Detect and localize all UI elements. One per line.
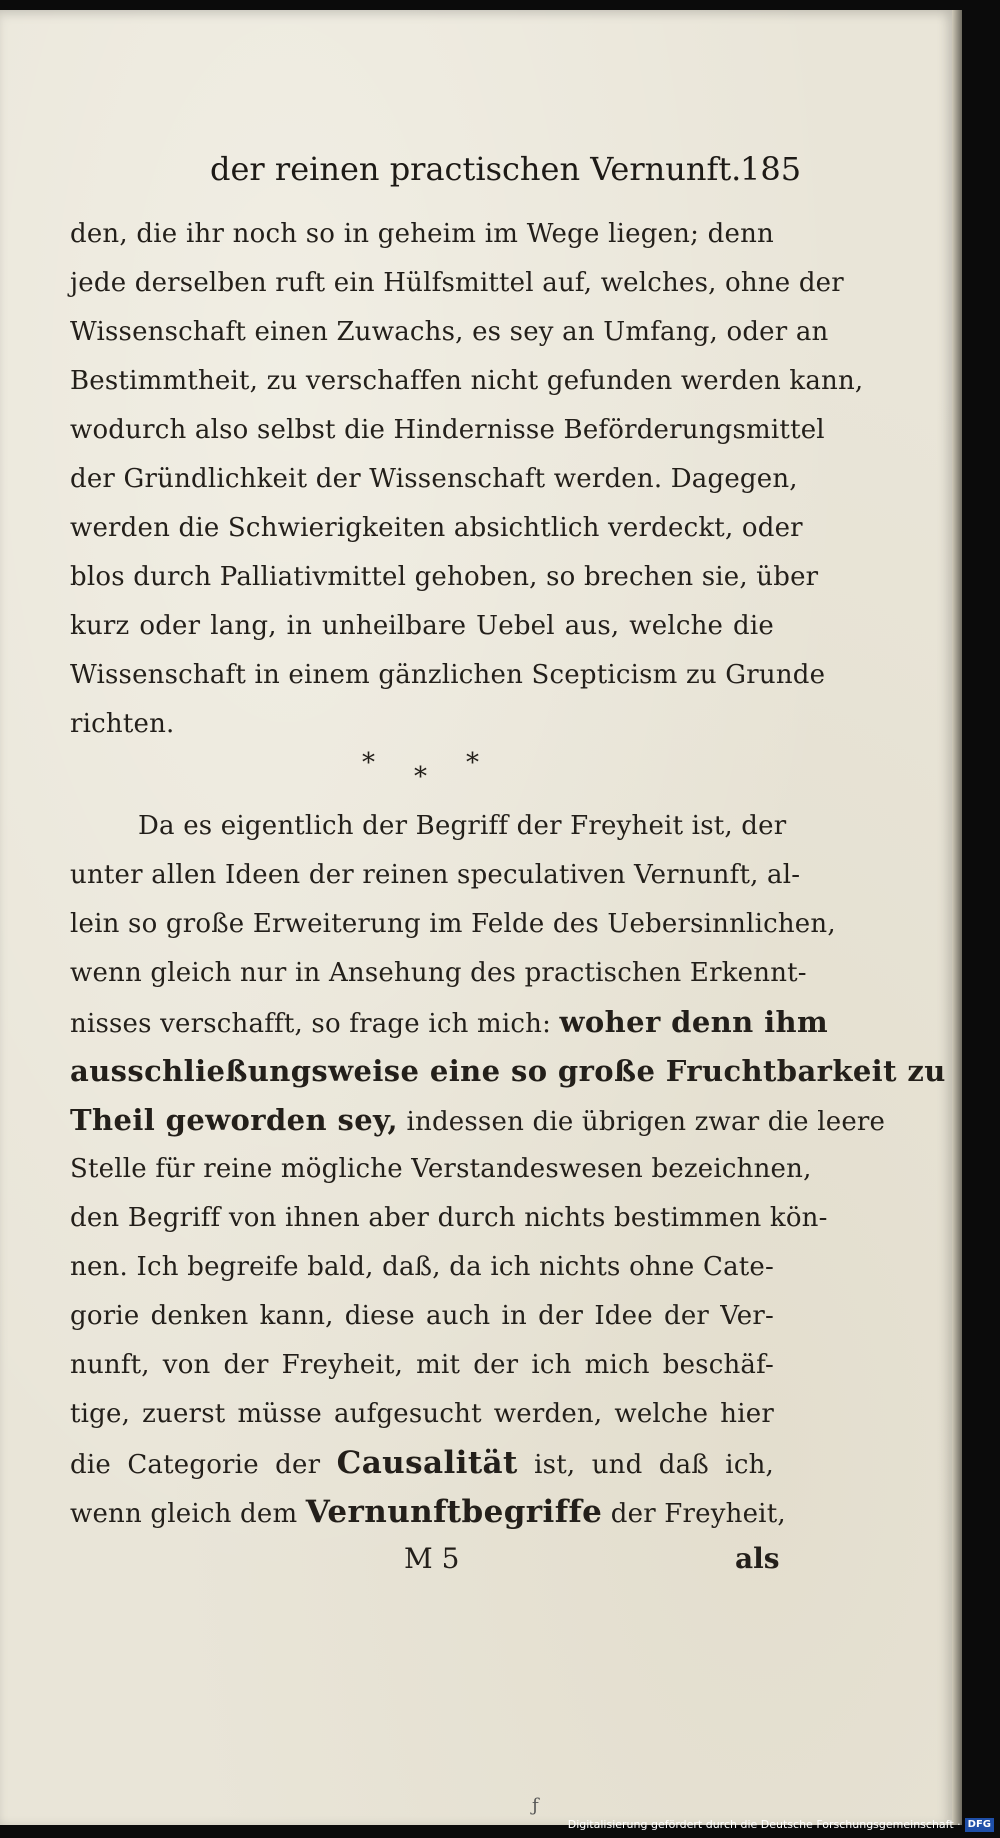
text-line: nen. Ich begreife bald, daß, da ich nichts ohne Cate-	[70, 1252, 774, 1282]
text-line: wodurch also selbst die Hindernisse Beförderungsmittel	[70, 415, 825, 445]
emphasized-text: Causalität	[336, 1445, 518, 1481]
text-segment: indessen die übrigen zwar die leere	[406, 1107, 886, 1137]
ink-mark: ƒ	[532, 1795, 539, 1816]
running-title: der reinen practischen Vernunft.	[210, 150, 742, 188]
text-segment: nisses verschafft, so frage ich mich:	[70, 1009, 552, 1039]
text-line	[70, 1096, 886, 1145]
page-edge	[952, 10, 962, 1825]
text-line: Stelle für reine mögliche Verstandeswesen bezeichnen,	[70, 1154, 812, 1184]
page-footer	[0, 1542, 952, 1586]
text-line	[70, 1439, 774, 1488]
text-line	[70, 1488, 786, 1537]
signature-mark: M 5	[404, 1542, 460, 1575]
text-line: kurz oder lang, in unheilbare Uebel aus, welche die	[70, 611, 774, 641]
text-line: werden die Schwierigkeiten absichtlich verdeckt, oder	[70, 513, 803, 543]
text-segment: der Freyheit,	[610, 1499, 786, 1529]
paragraph-2	[70, 802, 946, 1537]
dfg-logo-icon: DFG	[965, 1818, 994, 1832]
text-line: gorie denken kann, diese auch in der Idee der Ver-	[70, 1301, 774, 1331]
asterisk: *	[414, 762, 427, 792]
text-line: tige, zuerst müsse aufgesucht werden, welche hier	[70, 1399, 774, 1429]
catchword: als	[735, 1542, 780, 1575]
text-line: Wissenschaft einen Zuwachs, es sey an Umfang, oder an	[70, 317, 829, 347]
text-line: jede derselben ruft ein Hülfsmittel auf, welches, ohne der	[70, 268, 844, 298]
paragraph-1	[70, 210, 864, 749]
asterisk: *	[466, 748, 479, 778]
text-line: lein so große Erweiterung im Felde des Uebersinnlichen,	[70, 909, 836, 939]
page-number: 185	[740, 150, 802, 188]
text-segment: die Categorie der	[70, 1450, 321, 1480]
text-line: unter allen Ideen der reinen speculativen Vernunft, al-	[70, 860, 801, 890]
text-line	[70, 1047, 946, 1096]
text-line: blos durch Palliativmittel gehoben, so brechen sie, über	[70, 562, 819, 592]
asterism	[0, 748, 952, 792]
text-segment: ist, und daß ich,	[534, 1450, 774, 1480]
text-line: der Gründlichkeit der Wissenschaft werden. Dagegen,	[70, 464, 798, 494]
emphasized-text: Theil geworden sey,	[70, 1103, 399, 1137]
asterisk: *	[362, 748, 375, 778]
text-line: Wissenschaft in einem gänzlichen Scepticism zu Grunde	[70, 660, 826, 690]
digitization-banner	[568, 1816, 994, 1834]
text-segment: wenn gleich dem	[70, 1499, 298, 1529]
page-header	[0, 150, 952, 200]
text-line: Da es eigentlich der Begriff der Freyheit ist, der	[138, 811, 787, 841]
emphasized-text: ausschließungsweise eine so große Fruchtbarkeit zu	[70, 1054, 946, 1088]
text-line: den Begriff von ihnen aber durch nichts bestimmen kön-	[70, 1203, 828, 1233]
text-line	[70, 998, 829, 1047]
emphasized-text: woher denn ihm	[559, 1005, 829, 1039]
text-line: richten.	[70, 709, 175, 739]
text-line: Bestimmtheit, zu verschaffen nicht gefunden werden kann,	[70, 366, 864, 396]
text-line: nunft, von der Freyheit, mit der ich mich beschäf-	[70, 1350, 774, 1380]
emphasized-text: Vernunftbegriffe	[305, 1494, 603, 1530]
text-line: wenn gleich nur in Ansehung des practischen Erkennt-	[70, 958, 807, 988]
banner-text: Digitalisierung gefördert durch die Deutsche Forschungsgemeinschaft ·	[567, 1818, 961, 1831]
text-line: den, die ihr noch so in geheim im Wege liegen; denn	[70, 219, 774, 249]
